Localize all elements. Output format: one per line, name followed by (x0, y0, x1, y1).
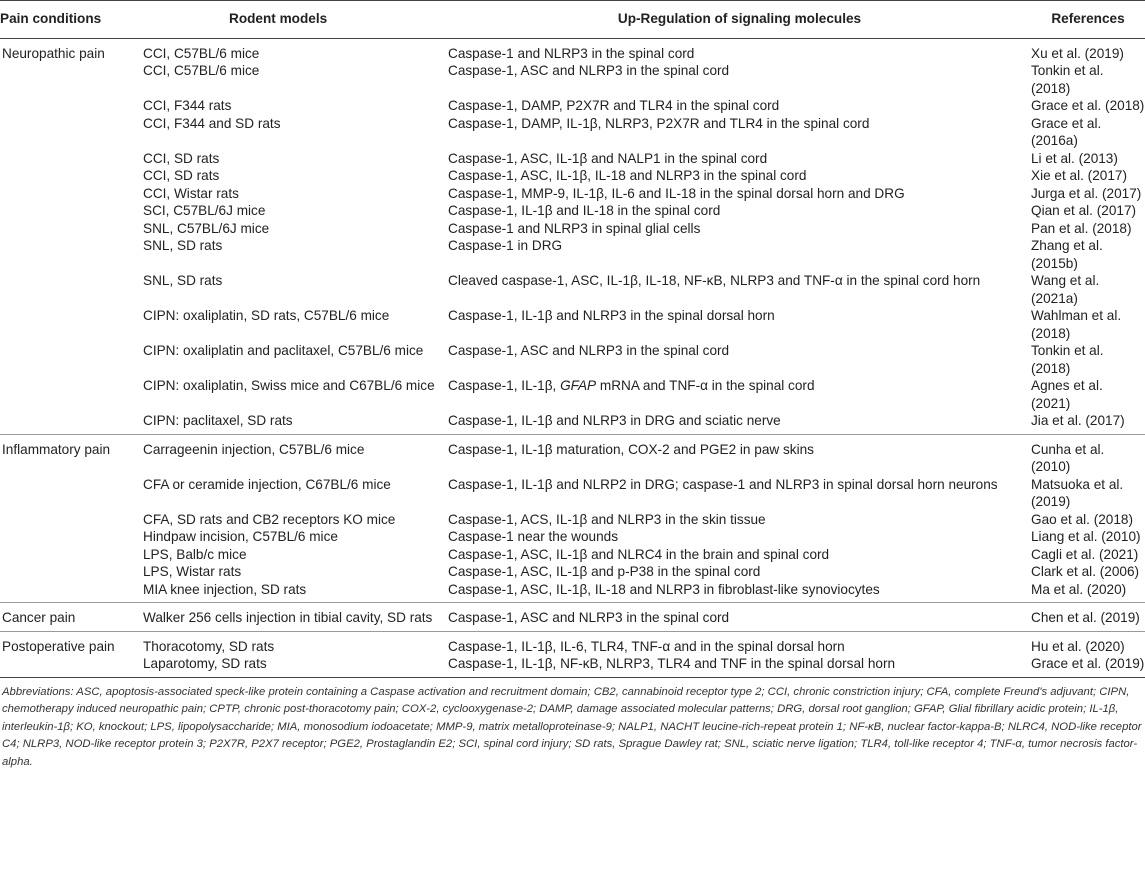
reference-cell: Tonkin et al. (2018) (1031, 63, 1104, 96)
table-row (0, 631, 1145, 655)
reference-cell: Matsuoka et al. (2019) (1031, 476, 1124, 509)
rodent-model-cell: CCI, SD rats (143, 168, 220, 183)
molecules-text-gene: GFAP (560, 378, 597, 393)
reference-cell: Clark et al. (2006) (1031, 564, 1140, 579)
pain-condition-cell (0, 220, 143, 238)
signaling-molecules-cell: Caspase-1, DAMP, P2X7R and TLR4 in the spinal cord (448, 98, 780, 113)
signaling-molecules-cell: Caspase-1, IL-1β and NLRP3 in DRG and sciatic nerve (448, 413, 781, 428)
rodent-model-cell: LPS, Wistar rats (143, 564, 242, 579)
table-row (0, 377, 1145, 412)
signaling-molecules-cell: Caspase-1, ACS, IL-1β and NLRP3 in the skin tissue (448, 511, 766, 527)
pain-condition-cell (0, 185, 143, 203)
table-row (0, 97, 1145, 115)
pain-condition-cell (0, 342, 143, 377)
reference-cell: Jurga et al. (2017) (1031, 185, 1142, 201)
table-row (0, 581, 1145, 603)
table-row (0, 476, 1145, 511)
header-up-regulation: Up-Regulation of signaling molecules (448, 1, 1031, 39)
signaling-molecules-cell: Caspase-1, ASC, IL-1β and NLRC4 in the brain and spinal cord (448, 546, 830, 562)
rodent-model-cell: CCI, Wistar rats (143, 185, 239, 201)
group-cancer (0, 603, 1145, 632)
rodent-model-cell: CFA, SD rats and CB2 receptors KO mice (143, 511, 396, 527)
reference-cell: Hu et al. (2020) (1031, 638, 1125, 654)
pain-condition-cell (0, 167, 143, 185)
rodent-model-cell: CCI, F344 and SD rats (143, 115, 281, 131)
table-row (0, 546, 1145, 564)
signaling-molecules-cell: Caspase-1, IL-1β, IL-6, TLR4, TNF-α and in the spinal dorsal horn (448, 638, 845, 654)
reference-cell: Grace et al. (2018) (1031, 98, 1145, 113)
rodent-model-cell: CIPN: oxaliplatin, Swiss mice and C67BL/6 mice (143, 378, 435, 393)
signaling-molecules-cell: Caspase-1, ASC and NLRP3 in the spinal cord (448, 343, 730, 358)
table-row (0, 528, 1145, 546)
pain-condition-cell (0, 202, 143, 220)
reference-cell: Tonkin et al. (2018) (1031, 343, 1104, 376)
table-row (0, 412, 1145, 434)
table-row (0, 38, 1145, 62)
signaling-molecules-cell: Caspase-1, MMP-9, IL-1β, IL-6 and IL-18 in the spinal dorsal horn and DRG (448, 185, 905, 201)
rodent-model-cell: Thoracotomy, SD rats (143, 638, 275, 654)
reference-cell: Gao et al. (2018) (1031, 511, 1134, 527)
table-row (0, 62, 1145, 97)
rodent-model-cell: CIPN: oxaliplatin, SD rats, C57BL/6 mice (143, 308, 390, 323)
group-neuropathic (0, 38, 1145, 434)
reference-cell: Wahlman et al. (2018) (1031, 308, 1122, 341)
rodent-model-cell: CCI, C57BL/6 mice (143, 45, 260, 61)
rodent-model-cell: Laparotomy, SD rats (143, 656, 267, 671)
header-references: References (1031, 1, 1145, 39)
table-row (0, 655, 1145, 677)
pain-condition-cell (0, 581, 143, 603)
rodent-model-cell: Walker 256 cells injection in tibial cavity, SD rats (143, 610, 433, 625)
signaling-molecules-cell: Cleaved caspase-1, ASC, IL-1β, IL-18, NF-κB, NLRP3 and TNF-α in the spinal cord horn (448, 273, 981, 288)
reference-cell: Li et al. (2013) (1031, 150, 1118, 166)
pain-condition-cell (0, 237, 143, 272)
rodent-model-cell: Hindpaw incision, C57BL/6 mice (143, 529, 338, 544)
rodent-model-cell: CCI, SD rats (143, 150, 220, 166)
rodent-model-cell: CFA or ceramide injection, C67BL/6 mice (143, 476, 391, 492)
pain-condition-cell (0, 476, 143, 511)
reference-cell: Pan et al. (2018) (1031, 220, 1132, 236)
table-row (0, 115, 1145, 150)
table-row (0, 237, 1145, 272)
rodent-model-cell: Carrageenin injection, C57BL/6 mice (143, 441, 365, 457)
reference-cell: Grace et al. (2016a) (1031, 115, 1102, 148)
pain-condition-cell (0, 655, 143, 677)
abbreviations-footnote: Abbreviations: ASC, apoptosis-associated speck-like protein containing a Caspase activation and recruitment domain; CB2, cannabinoid receptor type 2; CCI, chronic constriction injury; CFA, complete Freund's adjuvant; CIPN, chemotherapy induced neuropathic pain; CPTP, chronic post-thoracotomy pain; COX-2, cyclooxygenase-2; DAMP, damage associated molecular patterns; DRG, dorsal root ganglion; GFAP, Glial fibrillary acidic protein; IL-1β, interleukin-1β; KO, knockout; LPS, lipopolysaccharide; MIA, monosodium iodoacetate; MMP-9, matrix metalloproteinase-9; NALP1, NACHT leucine-rich-repeat protein 1; NF-κB, nuclear factor-kappa-B; NLRC4, NOD-like receptor C4; NLRP3, NOD-like receptor protein 3; P2X7R, P2X7 receptor; PGE2, Prostaglandin E2; SCI, spinal cord injury; SD rats, Sprague Dawley rat; SNL, sciatic nerve ligation; TLR4, toll-like receptor 4; TNF-α, tumor necrosis factor-alpha. (2, 685, 1142, 768)
table-row (0, 603, 1145, 632)
signaling-molecules-cell: Caspase-1 and NLRP3 in the spinal cord (448, 45, 695, 61)
rodent-model-cell: CIPN: paclitaxel, SD rats (143, 413, 293, 428)
pain-condition-cell (0, 150, 143, 168)
pain-condition-cell: Inflammatory pain (2, 441, 111, 457)
rodent-model-cell: SCI, C57BL/6J mice (143, 203, 266, 218)
molecules-text-post: mRNA and TNF-α in the spinal cord (596, 378, 815, 393)
pain-condition-cell (0, 511, 143, 529)
signaling-molecules-cell (448, 377, 1031, 412)
table-row (0, 202, 1145, 220)
signaling-molecules-cell: Caspase-1, ASC, IL-1β and NALP1 in the spinal cord (448, 150, 768, 166)
pain-condition-cell (0, 377, 143, 412)
signaling-molecules-cell: Caspase-1, ASC and NLRP3 in the spinal cord (448, 610, 730, 625)
reference-cell: Ma et al. (2020) (1031, 581, 1127, 597)
table-row (0, 563, 1145, 581)
table-row (0, 307, 1145, 342)
pain-condition-cell (0, 563, 143, 581)
reference-cell: Xie et al. (2017) (1031, 168, 1127, 183)
rodent-model-cell: CCI, F344 rats (143, 98, 232, 113)
signaling-molecules-cell: Caspase-1 in DRG (448, 238, 563, 253)
signaling-molecules-cell: Caspase-1, IL-1β and IL-18 in the spinal cord (448, 203, 721, 218)
reference-cell: Agnes et al. (2021) (1031, 378, 1103, 411)
reference-cell: Wang et al. (2021a) (1031, 273, 1100, 306)
rodent-model-cell: CCI, C57BL/6 mice (143, 63, 260, 78)
table-row (0, 511, 1145, 529)
rodent-model-cell: SNL, C57BL/6J mice (143, 220, 270, 236)
table-row (0, 434, 1145, 476)
pain-condition-cell (0, 272, 143, 307)
table-row (0, 185, 1145, 203)
pain-condition-cell (0, 528, 143, 546)
table-row (0, 342, 1145, 377)
pain-condition-cell: Neuropathic pain (2, 45, 105, 61)
signaling-molecules-cell: Caspase-1, IL-1β maturation, COX-2 and PGE2 in paw skins (448, 441, 814, 457)
rodent-model-cell: CIPN: oxaliplatin and paclitaxel, C57BL/6 mice (143, 343, 424, 358)
reference-cell: Zhang et al. (2015b) (1031, 238, 1103, 271)
reference-cell: Cunha et al. (2010) (1031, 441, 1105, 474)
pain-condition-cell (0, 97, 143, 115)
pain-condition-cell (0, 115, 143, 150)
signaling-molecules-cell: Caspase-1, ASC, IL-1β and p-P38 in the spinal cord (448, 564, 761, 579)
header-pain-conditions: Pain conditions (0, 1, 143, 39)
rodent-model-cell: MIA knee injection, SD rats (143, 581, 307, 597)
table-row (0, 150, 1145, 168)
table-header (0, 1, 1145, 39)
header-rodent-models: Rodent models (143, 1, 448, 39)
reference-cell: Jia et al. (2017) (1031, 413, 1125, 428)
pain-condition-cell (0, 546, 143, 564)
pain-condition-cell: Postoperative pain (2, 638, 115, 654)
signaling-molecules-cell: Caspase-1 near the wounds (448, 529, 619, 544)
group-inflammatory (0, 434, 1145, 603)
signaling-molecules-cell: Caspase-1, IL-1β and NLRP2 in DRG; caspase-1 and NLRP3 in spinal dorsal horn neurons (448, 476, 998, 492)
pain-condition-cell (0, 62, 143, 97)
group-postoperative (0, 631, 1145, 677)
reference-cell: Xu et al. (2019) (1031, 45, 1124, 61)
molecules-text-pre: Caspase-1, IL-1β, (448, 378, 561, 393)
table-row (0, 272, 1145, 307)
reference-cell: Qian et al. (2017) (1031, 203, 1137, 218)
signaling-molecules-cell: Caspase-1, IL-1β, NF-κB, NLRP3, TLR4 and TNF in the spinal dorsal horn (448, 656, 896, 671)
signaling-molecules-cell: Caspase-1 and NLRP3 in spinal glial cells (448, 220, 701, 236)
table-row (0, 167, 1145, 185)
pain-condition-cell (0, 307, 143, 342)
signaling-molecules-cell: Caspase-1, ASC, IL-1β, IL-18 and NLRP3 in the spinal cord (448, 168, 807, 183)
signaling-molecules-cell: Caspase-1, IL-1β and NLRP3 in the spinal dorsal horn (448, 308, 775, 323)
reference-cell: Cagli et al. (2021) (1031, 546, 1139, 562)
signaling-molecules-cell: Caspase-1, DAMP, IL-1β, NLRP3, P2X7R and TLR4 in the spinal cord (448, 115, 870, 131)
reference-cell: Chen et al. (2019) (1031, 610, 1140, 625)
table-row (0, 220, 1145, 238)
pain-condition-cell (0, 412, 143, 434)
signaling-molecules-cell: Caspase-1, ASC and NLRP3 in the spinal cord (448, 63, 730, 78)
rodent-model-cell: SNL, SD rats (143, 273, 223, 288)
reference-cell: Liang et al. (2010) (1031, 529, 1141, 544)
rodent-model-cell: SNL, SD rats (143, 238, 223, 253)
pain-condition-cell: Cancer pain (2, 610, 76, 625)
rodent-model-cell: LPS, Balb/c mice (143, 546, 247, 562)
signaling-molecules-cell: Caspase-1, ASC, IL-1β, IL-18 and NLRP3 in fibroblast-like synoviocytes (448, 581, 880, 597)
reference-cell: Grace et al. (2019) (1031, 656, 1145, 671)
